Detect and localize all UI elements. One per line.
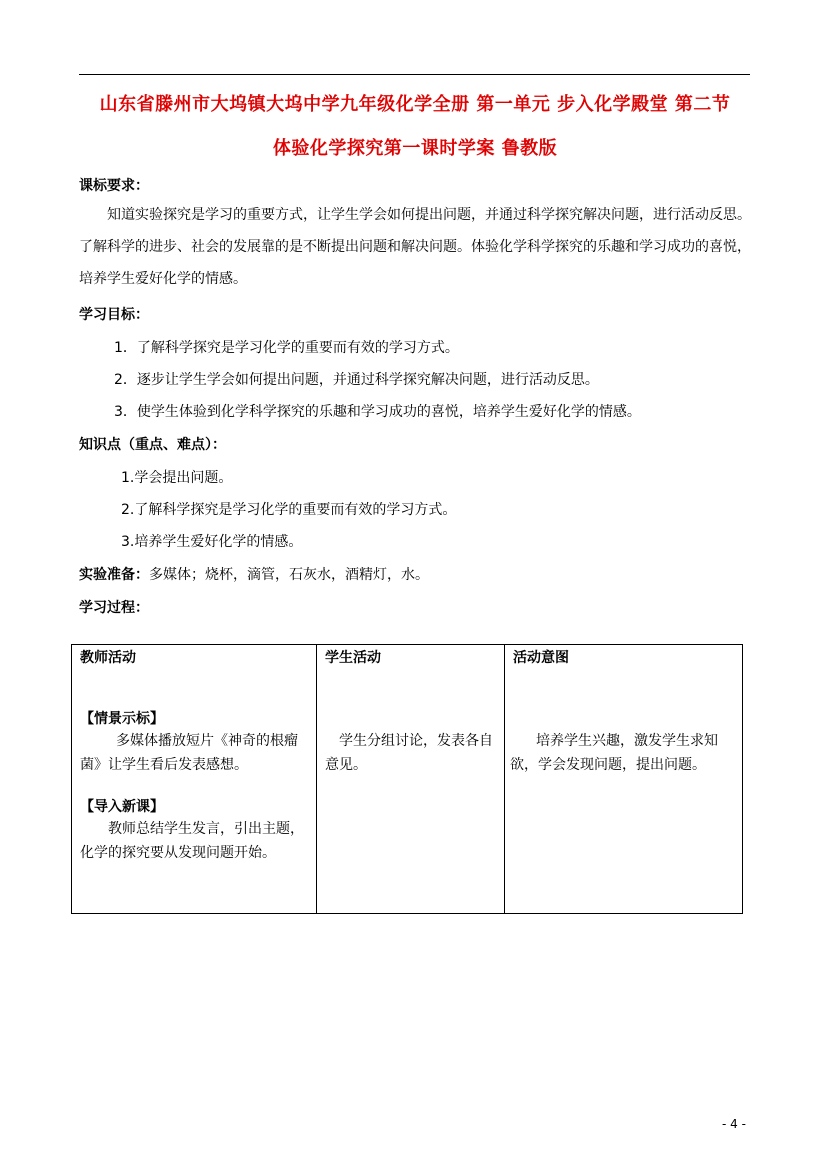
document-title-line-2: 体验化学探究第一课时学案 鲁教版 xyxy=(272,138,558,159)
activity-intent-cell xyxy=(505,645,743,914)
key-points-heading: 知识点（重点、难点）： xyxy=(79,437,226,453)
student-activity-text: 学生分组讨论，发表各自意见。 xyxy=(325,733,493,773)
page-number: - 4 - xyxy=(722,1117,746,1131)
column-header-intent: 活动意图 xyxy=(513,650,569,666)
key-point-item: 3.培养学生爱好化学的情感。 xyxy=(121,534,303,550)
teacher-section-title: 【导入新课】 xyxy=(80,799,164,815)
teacher-section-title: 【情景示标】 xyxy=(80,711,164,727)
key-point-item: 2.了解科学探究是学习化学的重要而有效的学习方式。 xyxy=(121,502,457,518)
teacher-section-text: 教师总结学生发言，引出主题，化学的探究要从发现问题开始。 xyxy=(80,821,304,861)
document-title-line-1: 山东省滕州市大坞镇大坞中学九年级化学全册 第一单元 步入化学殿堂 第二节 xyxy=(99,94,731,115)
preparation-line xyxy=(79,564,429,584)
activity-intent-text: 培养学生兴趣，激发学生求知欲，学会发现问题，提出问题。 xyxy=(510,733,718,773)
curriculum-text: 知道实验探究是学习的重要方式，让学生学会如何提出问题，并通过科学探究解决问题，进行活动反思。了解科学的进步、社会的发展靠的是不断提出问题和解决问题。体验化学科学探究的乐趣和学习成功的喜悦，培养学生爱好化学的情感。 xyxy=(79,207,751,287)
process-heading: 学习过程： xyxy=(79,600,149,616)
teacher-activity-cell xyxy=(72,645,317,914)
objective-item: 3．使学生体验到化学科学探究的乐趣和学习成功的喜悦，培养学生爱好化学的情感。 xyxy=(114,404,641,420)
preparation-text: 多媒体；烧杯，滴管，石灰水，酒精灯，水。 xyxy=(149,567,429,583)
student-activity-cell xyxy=(317,645,505,914)
objectives-heading: 学习目标： xyxy=(79,307,149,323)
objective-item: 2．逐步让学生学会如何提出问题，并通过科学探究解决问题，进行活动反思。 xyxy=(114,372,599,388)
objective-item: 1．了解科学探究是学习化学的重要而有效的学习方式。 xyxy=(114,340,459,356)
key-point-item: 1.学会提出问题。 xyxy=(121,470,233,486)
header-rule xyxy=(79,74,750,75)
table-row xyxy=(72,645,743,914)
preparation-heading: 实验准备： xyxy=(79,567,149,583)
column-header-student: 学生活动 xyxy=(325,650,381,666)
teacher-section-text: 多媒体播放短片《神奇的根瘤菌》让学生看后发表感想。 xyxy=(80,733,298,773)
curriculum-heading: 课标要求： xyxy=(79,178,149,194)
learning-process-table xyxy=(71,644,743,914)
column-header-teacher: 教师活动 xyxy=(80,650,136,666)
